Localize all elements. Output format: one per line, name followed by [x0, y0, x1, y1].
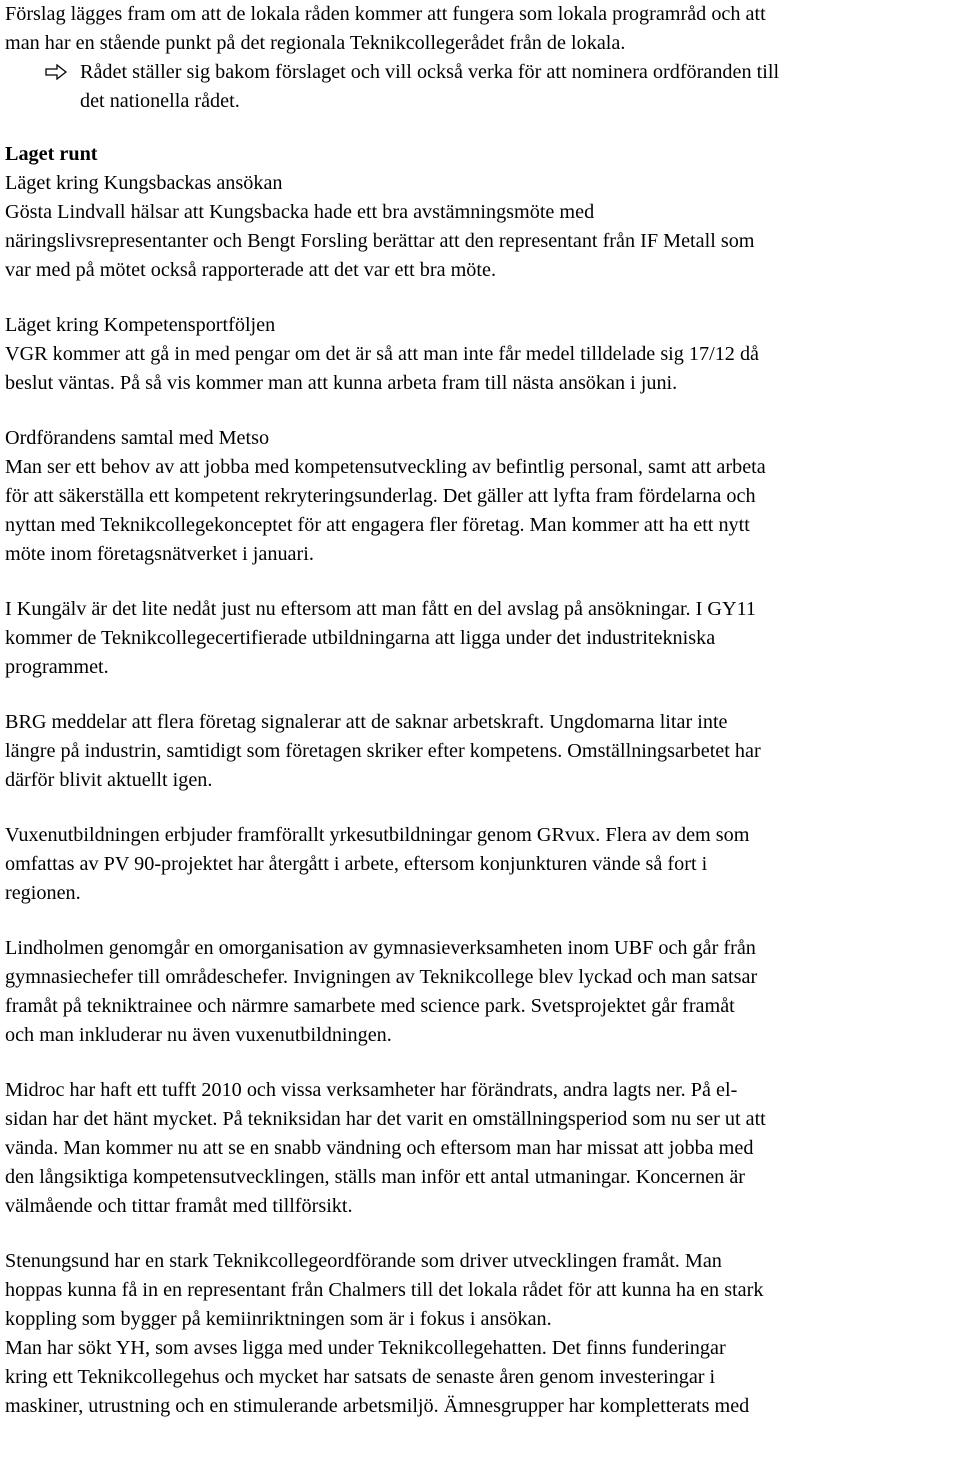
paragraph-line: därför blivit aktuellt igen. [5, 769, 213, 791]
intro-line: man har en stående punkt på det regionala Teknikcollegerådet från de lokala. [5, 32, 626, 54]
paragraph-line: möte inom företagsnätverket i januari. [5, 543, 314, 565]
paragraph-line: Man ser ett behov av att jobba med kompetensutveckling av befintlig personal, samt att arbeta [5, 456, 766, 478]
paragraph-line: längre på industrin, samtidigt som företagen skriker efter kompetens. Omställningsarbetet har [5, 740, 761, 762]
paragraph-line: gymnasiechefer till områdeschefer. Invigningen av Teknikcollege blev lyckad och man satsar [5, 966, 758, 988]
paragraph-line: regionen. [5, 882, 81, 904]
decision-bullet [5, 58, 957, 87]
paragraph-line: koppling som bygger på kemiinriktningen som är i fokus i ansökan. [5, 1308, 552, 1330]
paragraph-line: var med på mötet också rapporterade att det var ett bra möte. [5, 259, 497, 281]
paragraph-line: Gösta Lindvall hälsar att Kungsbacka hade ett bra avstämningsmöte med [5, 201, 595, 223]
subsection-title: Ordförandens samtal med Metso [5, 427, 270, 449]
paragraph-line: välmående och tittar framåt med tillförsikt. [5, 1195, 353, 1217]
subsection-title: Läget kring Kompetensportföljen [5, 314, 276, 336]
brg-paragraph [5, 708, 957, 795]
subsection-title: Läget kring Kungsbackas ansökan [5, 172, 283, 194]
paragraph-line: maskiner, utrustning och en stimulerande arbetsmiljö. Ämnesgrupper har kompletterats med [5, 1395, 750, 1417]
paragraph-line: den långsiktiga kompetensutvecklingen, ställs man inför ett antal utmaningar. Koncernen är [5, 1166, 745, 1188]
kompetens-section [5, 311, 957, 398]
paragraph-line: sidan har det hänt mycket. På tekniksidan har det varit en omställningsperiod som nu ser ut att [5, 1108, 766, 1130]
decision-bullet-line: Rådet ställer sig bakom förslaget och vill också verka för att nominera ordföranden till [80, 61, 780, 83]
paragraph-line: vända. Man kommer nu att se en snabb vändning och eftersom man har missat att jobba med [5, 1137, 754, 1159]
decision-bullet-line: det nationella rådet. [80, 90, 240, 112]
intro-line: Förslag lägges fram om att de lokala råden kommer att fungera som lokala programråd och att [5, 3, 766, 25]
paragraph-line: kring ett Teknikcollegehus och mycket har satsats de senaste åren genom investeringar i [5, 1366, 716, 1388]
paragraph-line: framåt på tekniktrainee och närmre samarbete med science park. Svetsprojektet går framåt [5, 995, 735, 1017]
document-page [5, 0, 957, 1421]
metso-section [5, 424, 957, 569]
stenungsund-paragraph [5, 1247, 957, 1421]
laget-runt-section [5, 140, 957, 285]
paragraph-line: näringslivsrepresentanter och Bengt Forsling berättar att den representant från IF Metall som [5, 230, 755, 252]
paragraph-line: Vuxenutbildningen erbjuder framförallt yrkesutbildningar genom GRvux. Flera av dem som [5, 824, 750, 846]
paragraph-line: och man inkluderar nu även vuxenutbildningen. [5, 1024, 392, 1046]
paragraph-line: beslut väntas. På så vis kommer man att kunna arbeta fram till nästa ansökan i juni. [5, 372, 678, 394]
paragraph-line: I Kungälv är det lite nedåt just nu eftersom att man fått en del avslag på ansökningar. I GY11 [5, 598, 757, 620]
midroc-paragraph [5, 1076, 957, 1221]
paragraph-line: hoppas kunna få in en representant från Chalmers till det lokala rådet för att kunna ha en stark [5, 1279, 764, 1301]
paragraph-line: nyttan med Teknikcollegekonceptet för att engagera fler företag. Man kommer att ha ett nytt [5, 514, 750, 536]
paragraph-line: Midroc har haft ett tufft 2010 och vissa verksamheter har förändrats, andra lagts ner. På el- [5, 1079, 738, 1101]
paragraph-line: programmet. [5, 656, 109, 678]
paragraph-line: kommer de Teknikcollegecertifierade utbildningarna att ligga under det industritekniska [5, 627, 716, 649]
outline-right-arrow-icon [45, 64, 67, 80]
kungalv-paragraph [5, 595, 957, 682]
vux-paragraph [5, 821, 957, 908]
section-heading: Laget runt [5, 143, 98, 165]
paragraph-line: Man har sökt YH, som avses ligga med under Teknikcollegehatten. Det finns funderingar [5, 1337, 726, 1359]
lindholmen-paragraph [5, 934, 957, 1050]
paragraph-line: för att säkerställa ett kompetent rekryteringsunderlag. Det gäller att lyfta fram fördelarna och [5, 485, 756, 507]
paragraph-line: Stenungsund har en stark Teknikcollegeordförande som driver utvecklingen framåt. Man [5, 1250, 722, 1272]
paragraph-line: VGR kommer att gå in med pengar om det är så att man inte får medel tilldelade sig 17/12 då [5, 343, 760, 365]
intro-section [5, 0, 957, 116]
paragraph-line: BRG meddelar att flera företag signalerar att de saknar arbetskraft. Ungdomarna litar inte [5, 711, 728, 733]
paragraph-line: Lindholmen genomgår en omorganisation av gymnasieverksamheten inom UBF och går från [5, 937, 756, 959]
paragraph-line: omfattas av PV 90-projektet har återgått i arbete, eftersom konjunkturen vände så fort i [5, 853, 708, 875]
